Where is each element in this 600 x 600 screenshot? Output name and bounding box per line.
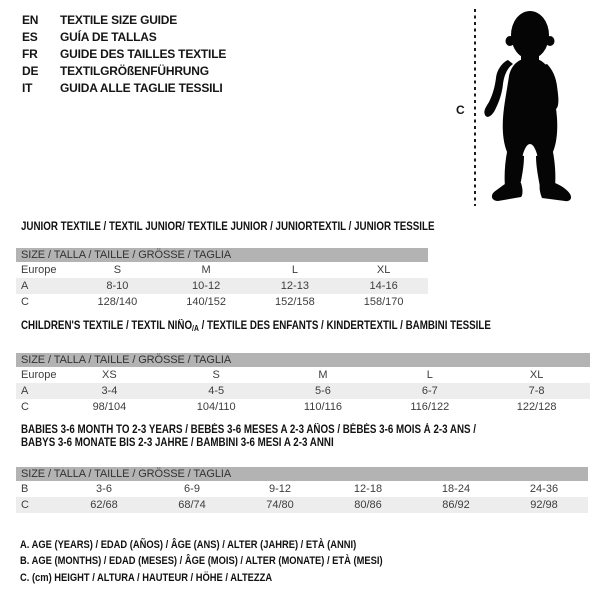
value-cell: 110/116 — [303, 401, 343, 413]
value-cell: 86/92 — [442, 499, 470, 511]
size-cell: S — [212, 369, 220, 381]
lang-label-fr: GUIDE DES TAILLES TEXTILE — [60, 47, 227, 61]
baby-ear-right — [546, 36, 555, 46]
footnote-c: C. (cm) HEIGHT / ALTURA / HAUTEUR / HÖHE / ALTEZZA — [20, 571, 273, 584]
lang-label-de: TEXTILGRÖßENFÜHRUNG — [60, 64, 209, 78]
row-label-cell: B — [21, 483, 29, 495]
value-cell: 6-9 — [184, 483, 200, 495]
junior-table-section — [16, 217, 435, 310]
value-cell: 74/80 — [266, 499, 294, 511]
babies-table-title — [21, 424, 476, 450]
junior-size-table — [16, 262, 428, 310]
table-row — [16, 497, 588, 513]
value-cell: 18-24 — [441, 483, 471, 495]
value-cell: 9-12 — [268, 483, 292, 495]
value-cell: 8-10 — [106, 280, 129, 292]
table-row — [16, 481, 588, 497]
language-title-list — [22, 12, 226, 97]
value-cell: 92/98 — [530, 499, 558, 511]
size-cell: L — [291, 264, 298, 276]
lang-row-fr — [22, 46, 226, 63]
footnote-legend — [20, 537, 447, 586]
lang-row-en — [22, 12, 226, 29]
baby-silhouette-icon — [484, 11, 571, 201]
value-cell: 6-7 — [421, 385, 438, 397]
children-size-table — [16, 367, 590, 415]
value-cell: 122/128 — [516, 401, 557, 413]
footnote-b: B. AGE (MONTHS) / EDAD (MESES) / ÂGE (MOIS) / ALTER (MONATE) / ETÀ (MESI) — [20, 555, 383, 568]
children-size-header-bar: SIZE / TALLA / TAILLE / GRÖSSE / TAGLIA — [16, 353, 590, 367]
value-cell: 7-8 — [528, 385, 545, 397]
junior-size-header-bar: SIZE / TALLA / TAILLE / GRÖSSE / TAGLIA — [16, 248, 428, 262]
row-label-cell: C — [21, 296, 29, 308]
row-label-cell: Europe — [21, 264, 57, 276]
lang-code-es: ES — [22, 30, 38, 44]
lang-label-it: GUIDA ALLE TAGLIE TESSILI — [60, 81, 223, 95]
baby-foot-right — [540, 183, 571, 201]
lang-label-en: TEXTILE SIZE GUIDE — [60, 13, 178, 27]
baby-foot-left — [492, 183, 523, 201]
table-row — [16, 399, 590, 415]
baby-ear-left — [506, 36, 515, 46]
value-cell: 158/170 — [363, 296, 404, 308]
value-cell: 104/110 — [196, 401, 236, 413]
size-cell: L — [426, 369, 433, 381]
lang-code-de: DE — [22, 64, 39, 78]
lang-code-en: EN — [22, 13, 39, 27]
table-row — [16, 367, 590, 383]
lang-row-it — [22, 80, 226, 97]
value-cell: 10-12 — [192, 280, 221, 292]
table-row — [16, 294, 428, 310]
children-title-pre: CHILDREN'S TEXTILE / TEXTIL NIÑO — [21, 320, 193, 332]
table-row — [16, 262, 428, 278]
babies-size-header-bar: SIZE / TALLA / TAILLE / GRÖSSE / TAGLIA — [16, 467, 588, 481]
babies-table-section — [16, 424, 588, 513]
row-label-cell: C — [21, 499, 29, 511]
size-cell: XL — [376, 264, 391, 276]
baby-leg-right — [536, 152, 555, 187]
lang-row-de — [22, 63, 226, 80]
junior-table-title: JUNIOR TEXTILE / TEXTIL JUNIOR/ TEXTILE JUNIOR / JUNIORTEXTIL / JUNIOR TESSILE — [21, 221, 435, 233]
value-cell: 4-5 — [208, 385, 225, 397]
table-row — [16, 278, 428, 294]
value-cell: 116/122 — [410, 401, 450, 413]
children-table-section — [16, 316, 590, 415]
row-label-cell: A — [21, 385, 29, 397]
value-cell: 14-16 — [369, 280, 398, 292]
value-cell: 152/158 — [274, 296, 315, 308]
baby-silhouette-figure — [450, 6, 600, 210]
value-cell: 5-6 — [315, 385, 331, 397]
value-cell: 80/86 — [354, 499, 382, 511]
row-label-cell: A — [21, 280, 29, 292]
size-cell: M — [318, 369, 328, 381]
lang-code-fr: FR — [22, 47, 38, 61]
value-cell: 68/74 — [178, 499, 206, 511]
baby-head — [511, 11, 549, 59]
table-row — [16, 383, 590, 399]
row-label-cell: Europe — [21, 369, 56, 381]
value-cell: 128/140 — [97, 296, 138, 308]
value-cell: 62/68 — [90, 499, 118, 511]
value-cell: 3-4 — [101, 385, 118, 397]
size-cell: XS — [102, 369, 117, 381]
value-cell: 98/104 — [92, 401, 127, 413]
lang-row-es — [22, 29, 226, 46]
size-cell: XL — [529, 369, 544, 381]
row-label-cell: C — [21, 401, 29, 413]
size-cell: S — [113, 264, 122, 276]
baby-leg-left — [505, 152, 524, 187]
figure-height-label: C — [456, 103, 465, 117]
value-cell: 24-36 — [529, 483, 559, 495]
babies-title-line2: BABYS 3-6 MONATE BIS 2-3 JAHRE / BAMBINI 3-6 MESI A 2-3 ANNI — [21, 437, 334, 449]
value-cell: 140/152 — [186, 296, 226, 308]
value-cell: 12-18 — [353, 483, 383, 495]
lang-label-es: GUÍA DE TALLAS — [60, 30, 157, 44]
size-cell: M — [201, 264, 211, 276]
value-cell: 3-6 — [96, 483, 112, 495]
babies-title-line1: BABIES 3-6 MONTH TO 2-3 YEARS / BEBÉS 3-6 MESES A 2-3 AÑOS / BÉBÉS 3-6 MOIS À 2-3 ANS / — [21, 424, 477, 436]
children-table-title — [21, 320, 491, 335]
footnote-a: A. AGE (YEARS) / EDAD (AÑOS) / ÂGE (ANS) / ALTER (JAHRE) / ETÀ (ANNI) — [20, 539, 357, 551]
children-title-post: / TEXTILE DES ENFANTS / KINDERTEXTIL / BAMBINI TESSILE — [198, 320, 491, 332]
lang-code-it: IT — [22, 81, 33, 95]
babies-size-table — [16, 481, 588, 513]
children-title-subscript: /A — [192, 324, 199, 333]
value-cell: 12-13 — [280, 280, 309, 292]
